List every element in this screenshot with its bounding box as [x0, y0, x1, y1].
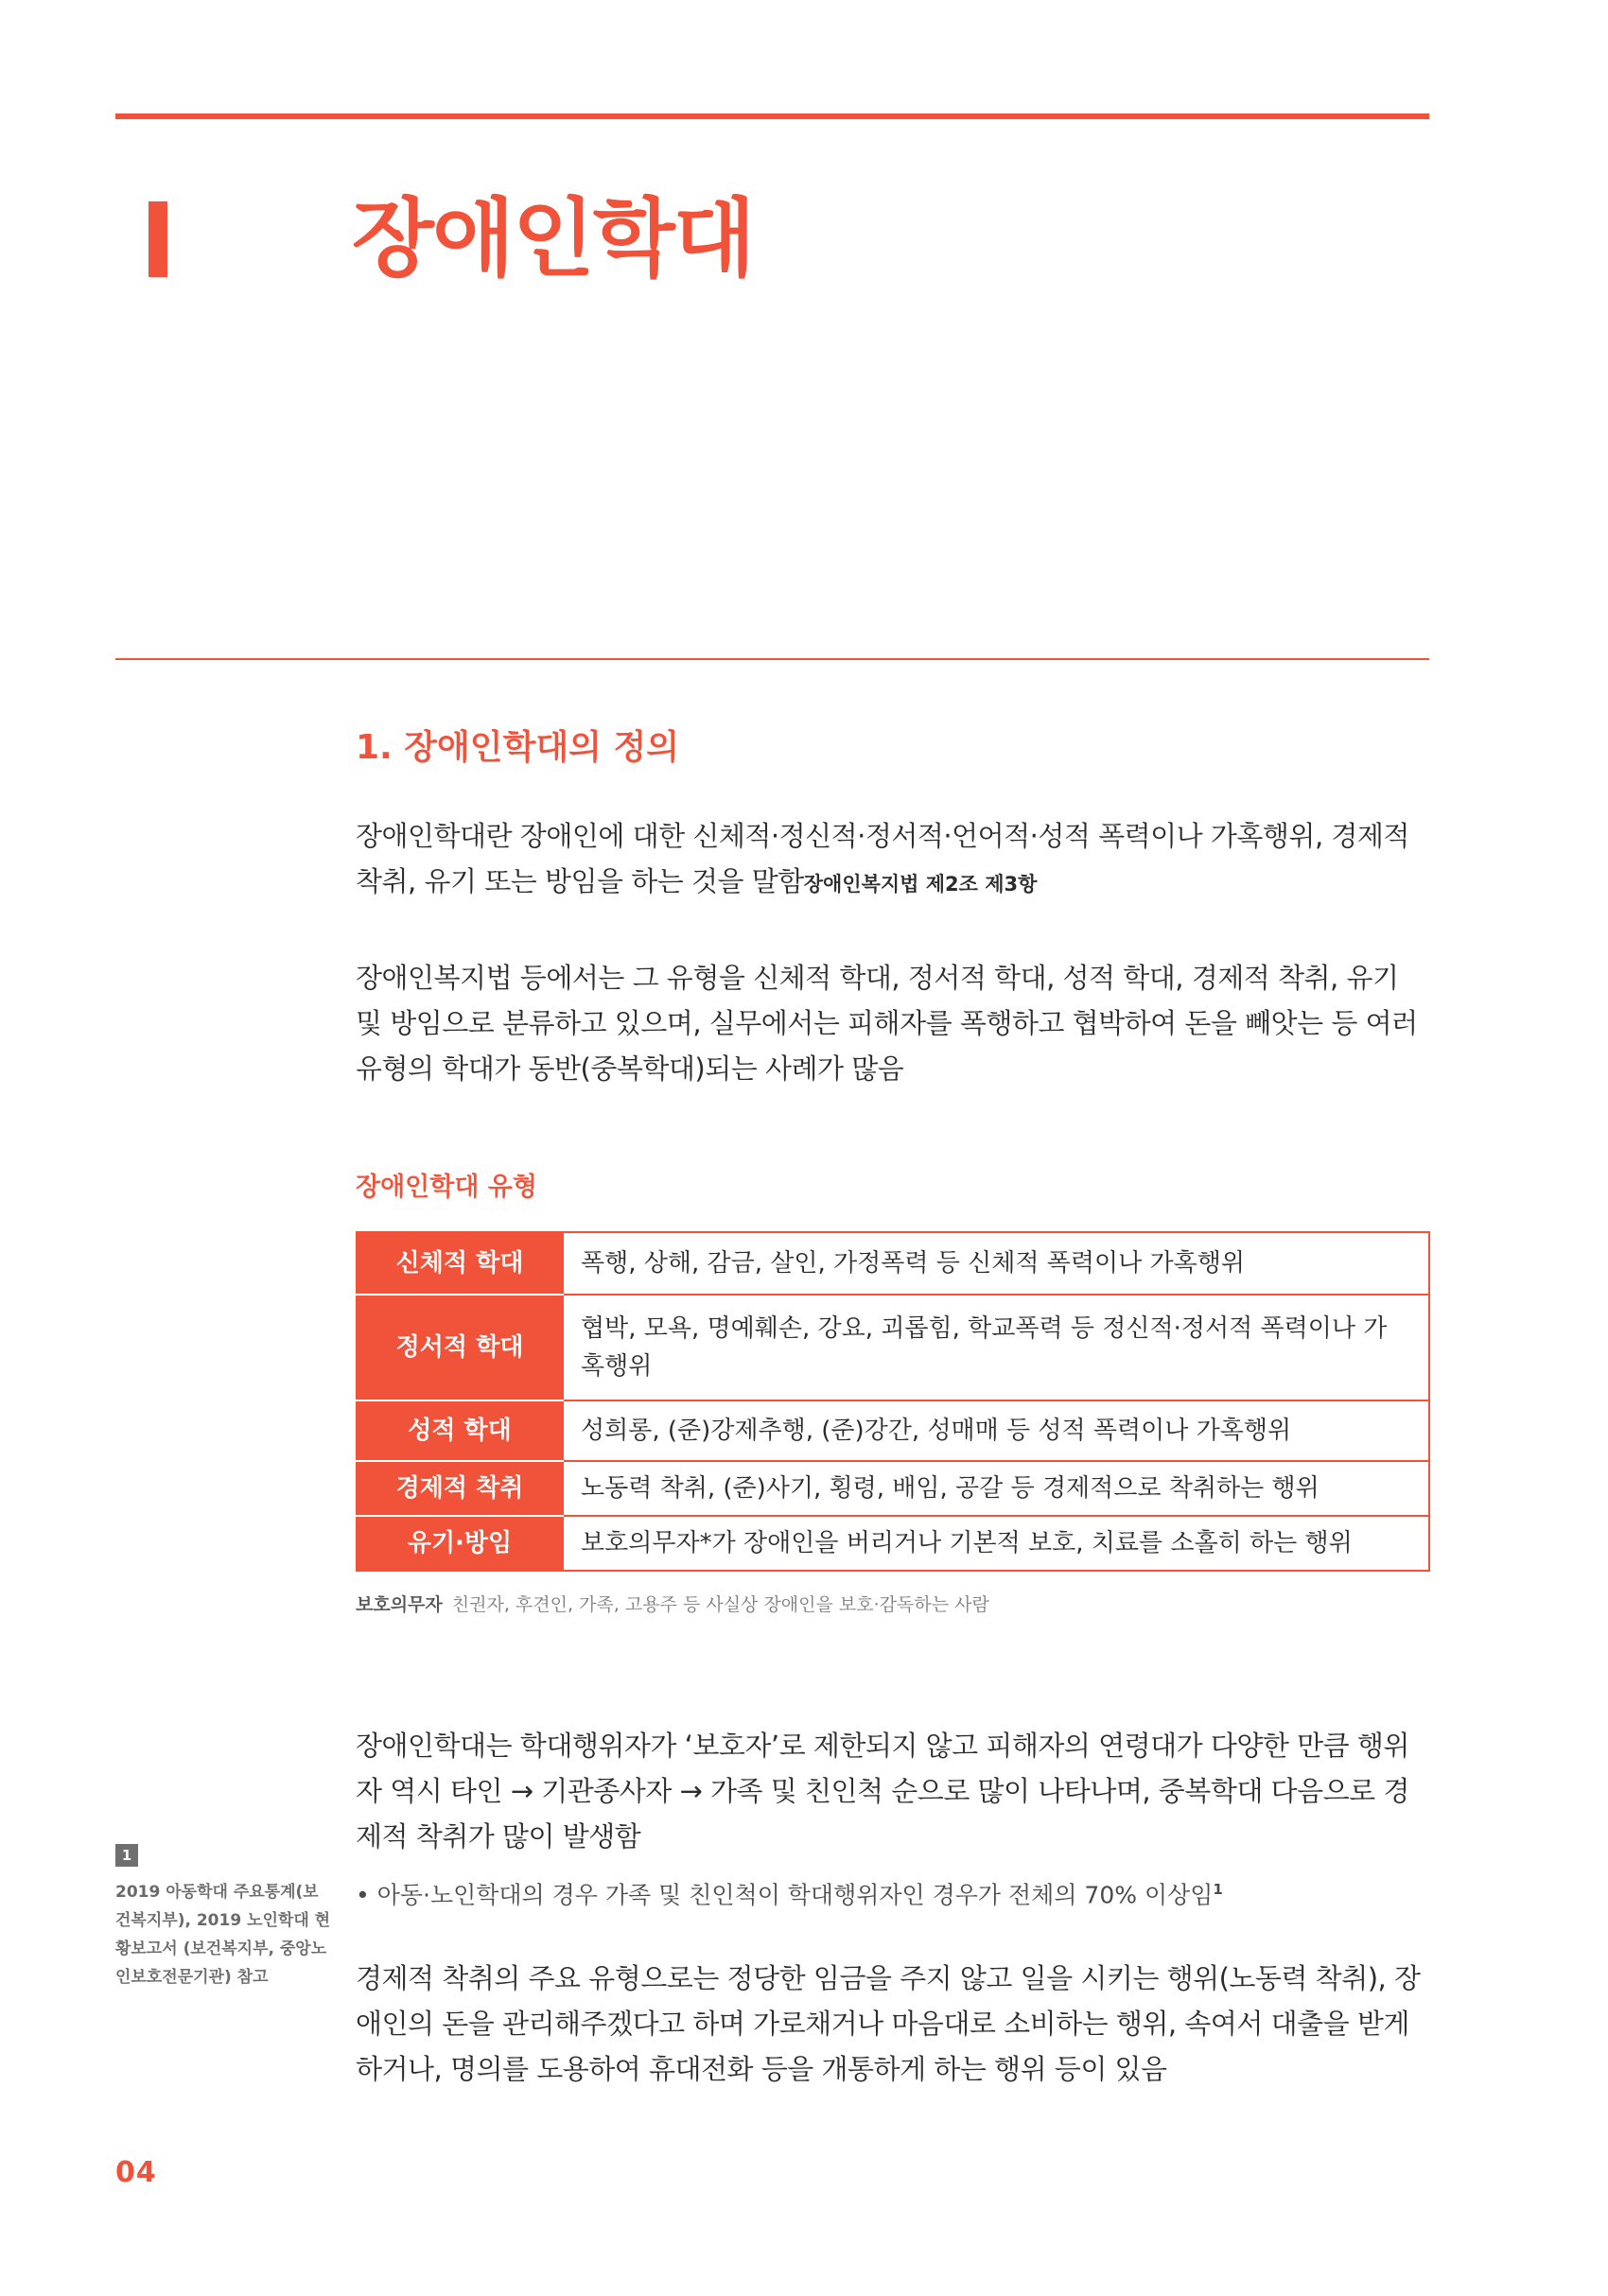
section-title: 1. 장애인학대의 정의: [356, 728, 679, 767]
table-row: [356, 1516, 1429, 1571]
top-rule: [115, 113, 1429, 119]
abuse-type-description: 보호의무자*가 장애인을 버리거나 기본적 보호, 치료를 소홀히 하는 행위: [564, 1516, 1429, 1571]
table-row: [356, 1400, 1429, 1461]
table-row: [356, 1295, 1429, 1400]
perpetrator-paragraph: 장애인학대는 학대행위자가 ‘보호자’로 제한되지 않고 피해자의 연령대가 다양한 만큼 행위자 역시 타인 → 기관종사자 → 가족 및 친인척 순으로 많이 나타나며, 중복학대 다음으로 경제적 착취가 많이 발생함: [356, 1730, 1409, 1852]
classification-paragraph: 장애인복지법 등에서는 그 유형을 신체적 학대, 정서적 학대, 성적 학대, 경제적 착취, 유기 및 방임으로 분류하고 있으며, 실무에서는 피해자를 폭행하고 협박하여 돈을 빼앗는 등 여러 유형의 학대가 동반(중복학대)되는 사례가 많음: [356, 962, 1418, 1085]
side-note-number: 1: [115, 1844, 138, 1867]
side-note-text: 2019 아동학대 주요통계(보건복지부), 2019 노인학대 현황보고서 (보건복지부, 중앙노인보호전문기관) 참고: [115, 1883, 331, 1987]
section-rule: [115, 658, 1429, 660]
table-row: [356, 1461, 1429, 1516]
chapter-marker: [149, 201, 167, 277]
abuse-type-label: 유기·방임: [356, 1516, 564, 1571]
abuse-type-label: 경제적 착취: [356, 1461, 564, 1516]
law-reference: 장애인복지법 제2조 제3항: [803, 873, 1038, 896]
table-footnote: [356, 1591, 989, 1619]
abuse-type-description: 성희롱, (준)강제추행, (준)강간, 성매매 등 성적 폭력이나 가혹행위: [564, 1400, 1429, 1461]
definition-text: 장애인학대란 장애인에 대한 신체적·정신적·정서적·언어적·성적 폭력이나 가혹행위, 경제적 착취, 유기 또는 방임을 하는 것을 말함: [356, 820, 1409, 897]
bullet-item: [356, 1870, 1223, 1914]
abuse-type-description: 협박, 모욕, 명예훼손, 강요, 괴롭힘, 학교폭력 등 정신적·정서적 폭력이나 가혹행위: [564, 1295, 1429, 1400]
abuse-type-description: 폭행, 상해, 감금, 살인, 가정폭력 등 신체적 폭력이나 가혹행위: [564, 1232, 1429, 1295]
footnote-marker: 1: [1213, 1881, 1223, 1898]
footnote-text: 친권자, 후견인, 가족, 고용주 등 사실상 장애인을 보호·감독하는 사람: [451, 1594, 989, 1615]
table-row: [356, 1232, 1429, 1295]
abuse-type-label: 정서적 학대: [356, 1295, 564, 1400]
economic-exploitation-paragraph: 경제적 착취의 주요 유형으로는 정당한 임금을 주지 않고 일을 시키는 행위(노동력 착취), 장애인의 돈을 관리해주겠다고 하며 가로채거나 마음대로 소비하는 행위, 속여서 대출을 받게 하거나, 명의를 도용하여 휴대전화 등을 개통하게 하는 행위 등이 있음: [356, 1962, 1421, 2085]
bullet-text: 아동·노인학대의 경우 가족 및 친인척이 학대행위자인 경우가 전체의 70% 이상임: [376, 1881, 1214, 1909]
abuse-type-description: 노동력 착취, (준)사기, 횡령, 배임, 공갈 등 경제적으로 착취하는 행위: [564, 1461, 1429, 1516]
definition-paragraph: [356, 813, 1429, 907]
chapter-title: 장애인학대: [352, 189, 754, 288]
bullet-dot: •: [356, 1881, 377, 1909]
footnote-term: 보호의무자: [356, 1594, 443, 1615]
abuse-type-label: 성적 학대: [356, 1400, 564, 1461]
table-heading: 장애인학대 유형: [356, 1173, 537, 1202]
abuse-type-label: 신체적 학대: [356, 1232, 564, 1295]
page-number: 04: [115, 2156, 157, 2189]
abuse-types-table: [356, 1231, 1430, 1572]
